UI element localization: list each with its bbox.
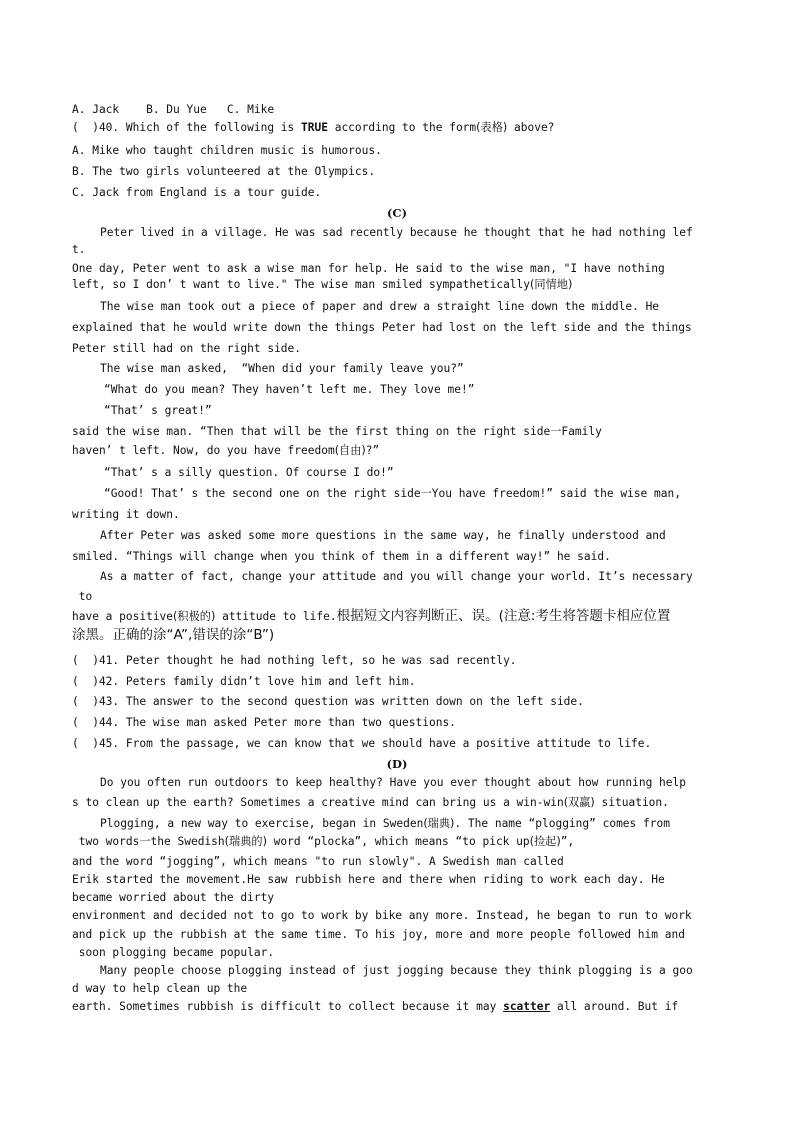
passage-line: “What do you mean? They haven’t left me. They love me!” — [104, 383, 475, 396]
passage-line — [72, 278, 722, 292]
question-43: ( )43. The answer to the second question was written down on the left side. — [72, 695, 584, 708]
gloss: (积极的) — [173, 610, 216, 623]
passage-line: to — [72, 590, 93, 603]
passage-line: The wise man took out a piece of paper and drew a straight line down the middle. He — [100, 300, 660, 313]
passage-line: Peter lived in a village. He was sad recently because he thought that he had nothing lef — [100, 226, 693, 239]
instruction-text: 涂黑。正确的涂“A”,错误的涂“B”) — [72, 627, 275, 643]
passage-text: attitude to life. — [215, 610, 337, 623]
passage-line: “That’ s great!” — [104, 404, 212, 417]
passage-text: situation. — [594, 796, 669, 809]
question-40-text-3: above? — [507, 121, 555, 134]
passage-line: d way to help clean up the — [72, 982, 248, 995]
gloss: (双赢) — [563, 796, 595, 809]
passage-line: Many people choose plogging instead of just jogging because they think plogging is a goo — [100, 964, 693, 977]
passage-line: After Peter was asked some more questions in the same way, he finally understood and — [100, 529, 666, 542]
passage-line — [72, 444, 722, 458]
question-42: ( )42. Peters family didn’t love him and left him. — [72, 675, 416, 688]
passage-text: all around. But if — [550, 1000, 679, 1013]
passage-line — [100, 817, 722, 831]
instruction-line — [72, 628, 722, 643]
gloss: (瑞典的) — [224, 835, 267, 848]
question-41: ( )41. Peter thought he had nothing left, so he was sad recently. — [72, 654, 517, 667]
passage-text: word “plocka”, which means “to pick up — [266, 835, 530, 848]
option-c-40: C. Jack from England is a tour guide. — [72, 186, 322, 199]
passage-line: “Good! That’ s the second one on the right side一You have freedom!” said the wise man, — [104, 487, 681, 500]
passage-line: t. — [72, 243, 86, 256]
option-a-40: A. Mike who taught children music is humorous. — [72, 144, 382, 157]
passage-text: have a positive — [72, 610, 174, 623]
passage-text: . The name “plogging” comes from — [454, 817, 670, 830]
passage-line — [72, 1000, 722, 1014]
question-40-text: ( )40. Which of the following is — [72, 121, 302, 134]
passage-text: ?” — [365, 444, 380, 457]
passage-text: ”, — [560, 835, 575, 848]
passage-text: earth. Sometimes rubbish is difficult to collect because it may — [72, 1000, 504, 1013]
passage-line — [72, 835, 722, 849]
passage-line: became worried about the dirty — [72, 891, 275, 904]
passage-line — [72, 796, 722, 810]
passage-line: One day, Peter went to ask a wise man for help. He said to the wise man, "I have nothing — [72, 262, 665, 275]
keyword-true: TRUE — [301, 121, 328, 134]
section-heading-c: (C) — [386, 206, 408, 220]
passage-line: writing it down. — [72, 508, 180, 521]
gloss: (表格) — [476, 121, 508, 134]
gloss: (瑞典) — [423, 817, 455, 830]
question-40 — [72, 121, 722, 135]
passage-text: haven’ t left. Now, do you have freedom — [72, 444, 335, 457]
option-b-40: B. The two girls volunteered at the Olympics. — [72, 165, 376, 178]
question-45: ( )45. From the passage, we can know that we should have a positive attitude to life. — [72, 737, 652, 750]
instruction-line — [72, 609, 722, 624]
passage-text: s to clean up the earth? Sometimes a creative mind can bring us a win-win — [72, 796, 564, 809]
passage-line: Do you often run outdoors to keep healthy? Have you ever thought about how running help — [100, 776, 686, 789]
gloss: (同情地) — [530, 278, 573, 291]
passage-line: “That’ s a silly question. Of course I do!” — [104, 466, 394, 479]
passage-line: explained that he would write down the things Peter had lost on the left side and the things — [72, 321, 692, 334]
question-44: ( )44. The wise man asked Peter more than two questions. — [72, 716, 456, 729]
passage-line: As a matter of fact, change your attitude and you will change your world. It’s necessary — [100, 570, 693, 583]
passage-line: environment and decided not to go to work by bike any more. Instead, he began to run to work — [72, 909, 692, 922]
passage-text: left, so I don’ t want to live." The wise man smiled sympathetically — [72, 278, 531, 291]
passage-line: and pick up the rubbish at the same time. To his joy, more and more people followed him and — [72, 928, 685, 941]
gloss: (捡起) — [529, 835, 561, 848]
section-heading-d: (D) — [386, 757, 408, 771]
passage-line: Peter still had on the right side. — [72, 342, 302, 355]
instruction-text: 根据短文内容判断正、误。(注意:考生将答题卡相应位置 — [336, 608, 671, 624]
passage-line: said the wise man. “Then that will be the first thing on the right side一Family — [72, 425, 602, 438]
answer-options-39: A. Jack B. Du Yue C. Mike — [72, 103, 275, 116]
passage-line: and the word “jogging”, which means "to run slowly". A Swedish man called — [72, 855, 564, 868]
gloss: (自由) — [334, 444, 366, 457]
passage-line: The wise man asked, “When did your family leave you?” — [100, 362, 464, 375]
question-40-text-2: according to the form — [327, 121, 477, 134]
passage-line: soon plogging became popular. — [72, 946, 275, 959]
passage-line: Erik started the movement.He saw rubbish here and there when riding to work each day. He — [72, 873, 665, 886]
passage-text: Plogging, a new way to exercise, began in Sweden — [100, 817, 424, 830]
underlined-word-scatter: scatter — [503, 1000, 551, 1013]
passage-text: two words一the Swedish — [72, 835, 225, 848]
passage-line: smiled. “Things will change when you think of them in a different way!” he said. — [72, 550, 611, 563]
